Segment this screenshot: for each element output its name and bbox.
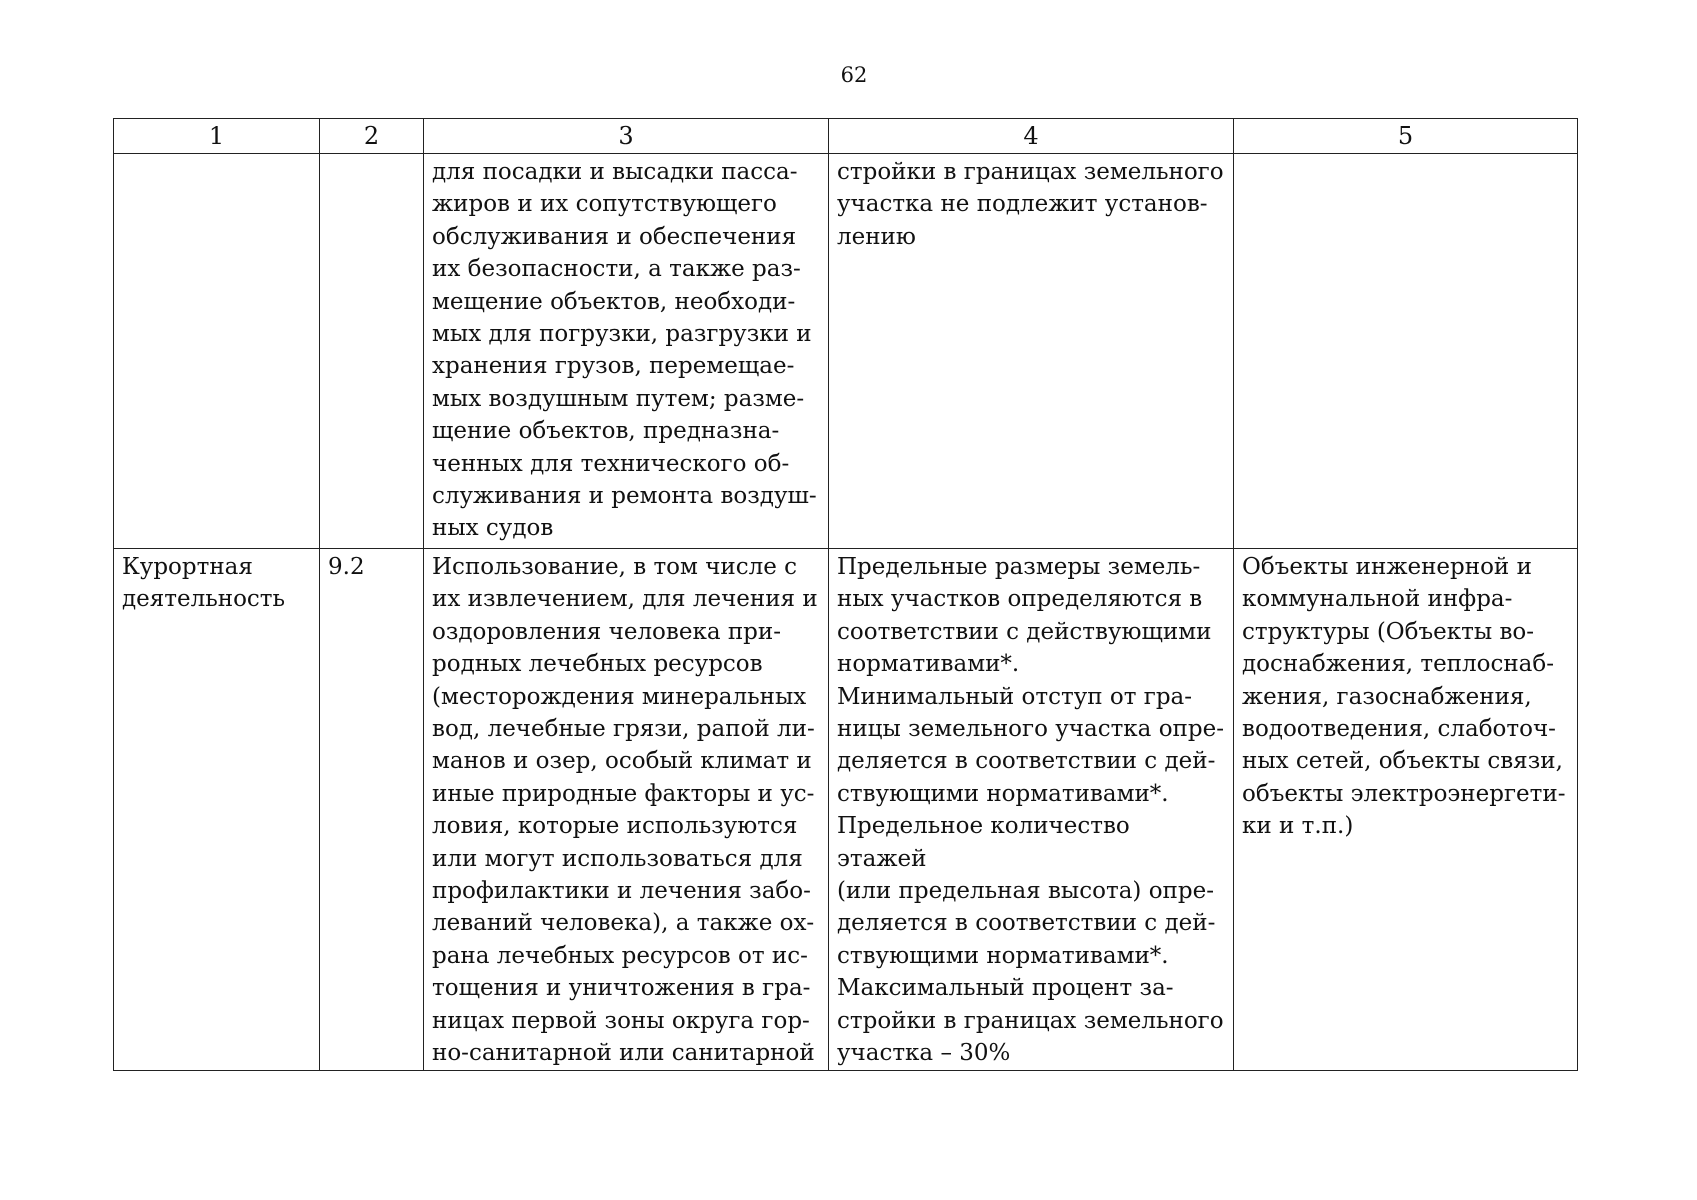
cell-parameters: стройки в границах земельного участка не подлежит установ- лению bbox=[829, 154, 1234, 549]
cell-parameters: Предельные размеры земель- ных участков определяются в соответствии с действующими нормативами*. Минимальный отступ от гра- ницы земельного участка опре- деляется в соответствии с дей- ствующими нормативами*. Предельное количество этажей (или предельная высота) опре- деляется в соответствии с дей- ствующими нормативами*. Максимальный процент за- стройки в границах земельного участка – 30% bbox=[829, 549, 1234, 1071]
cell-use-name: Курортная деятельность bbox=[114, 549, 320, 1071]
cell-use-description: для посадки и высадки пасса- жиров и их сопутствующего обслуживания и обеспечения их безопасности, а также раз- мещение объектов, необходи- мых для погрузки, разгрузки и хранения грузов, перемещае- мых воздушным путем; разме- щение объектов, предназна- ченных для технического об- служивания и ремонта воздуш- ных судов bbox=[424, 154, 829, 549]
cell-use-name bbox=[114, 154, 320, 549]
column-header-1: 1 bbox=[114, 119, 320, 154]
table-header-row bbox=[114, 119, 1578, 154]
cell-use-code: 9.2 bbox=[320, 549, 424, 1071]
table-row-continuation bbox=[114, 154, 1578, 549]
cell-use-code bbox=[320, 154, 424, 549]
cell-auxiliary-objects: Объекты инженерной и коммунальной инфра- структуры (Объекты во- доснабжения, теплоснаб- жения, газоснабжения, водоотведения, слаботоч- ных сетей, объекты связи, объекты электроэнергети- ки и т.п.) bbox=[1234, 549, 1578, 1071]
column-header-4: 4 bbox=[829, 119, 1234, 154]
cell-auxiliary-objects bbox=[1234, 154, 1578, 549]
land-use-table bbox=[113, 118, 1578, 1071]
table-row-resort-activity bbox=[114, 549, 1578, 1071]
cell-use-description: Использование, в том числе с их извлечением, для лечения и оздоровления человека при- родных лечебных ресурсов (месторождения минеральных вод, лечебные грязи, рапой ли- манов и озер, особый климат и иные природные факторы и ус- ловия, которые используются или могут использоваться для профилактики и лечения забо- леваний человека), а также ох- рана лечебных ресурсов от ис- тощения и уничтожения в гра- ницах первой зоны округа гор- но-санитарной или санитарной bbox=[424, 549, 829, 1071]
column-header-5: 5 bbox=[1234, 119, 1578, 154]
page-number: 62 bbox=[840, 63, 868, 87]
column-header-2: 2 bbox=[320, 119, 424, 154]
column-header-3: 3 bbox=[424, 119, 829, 154]
